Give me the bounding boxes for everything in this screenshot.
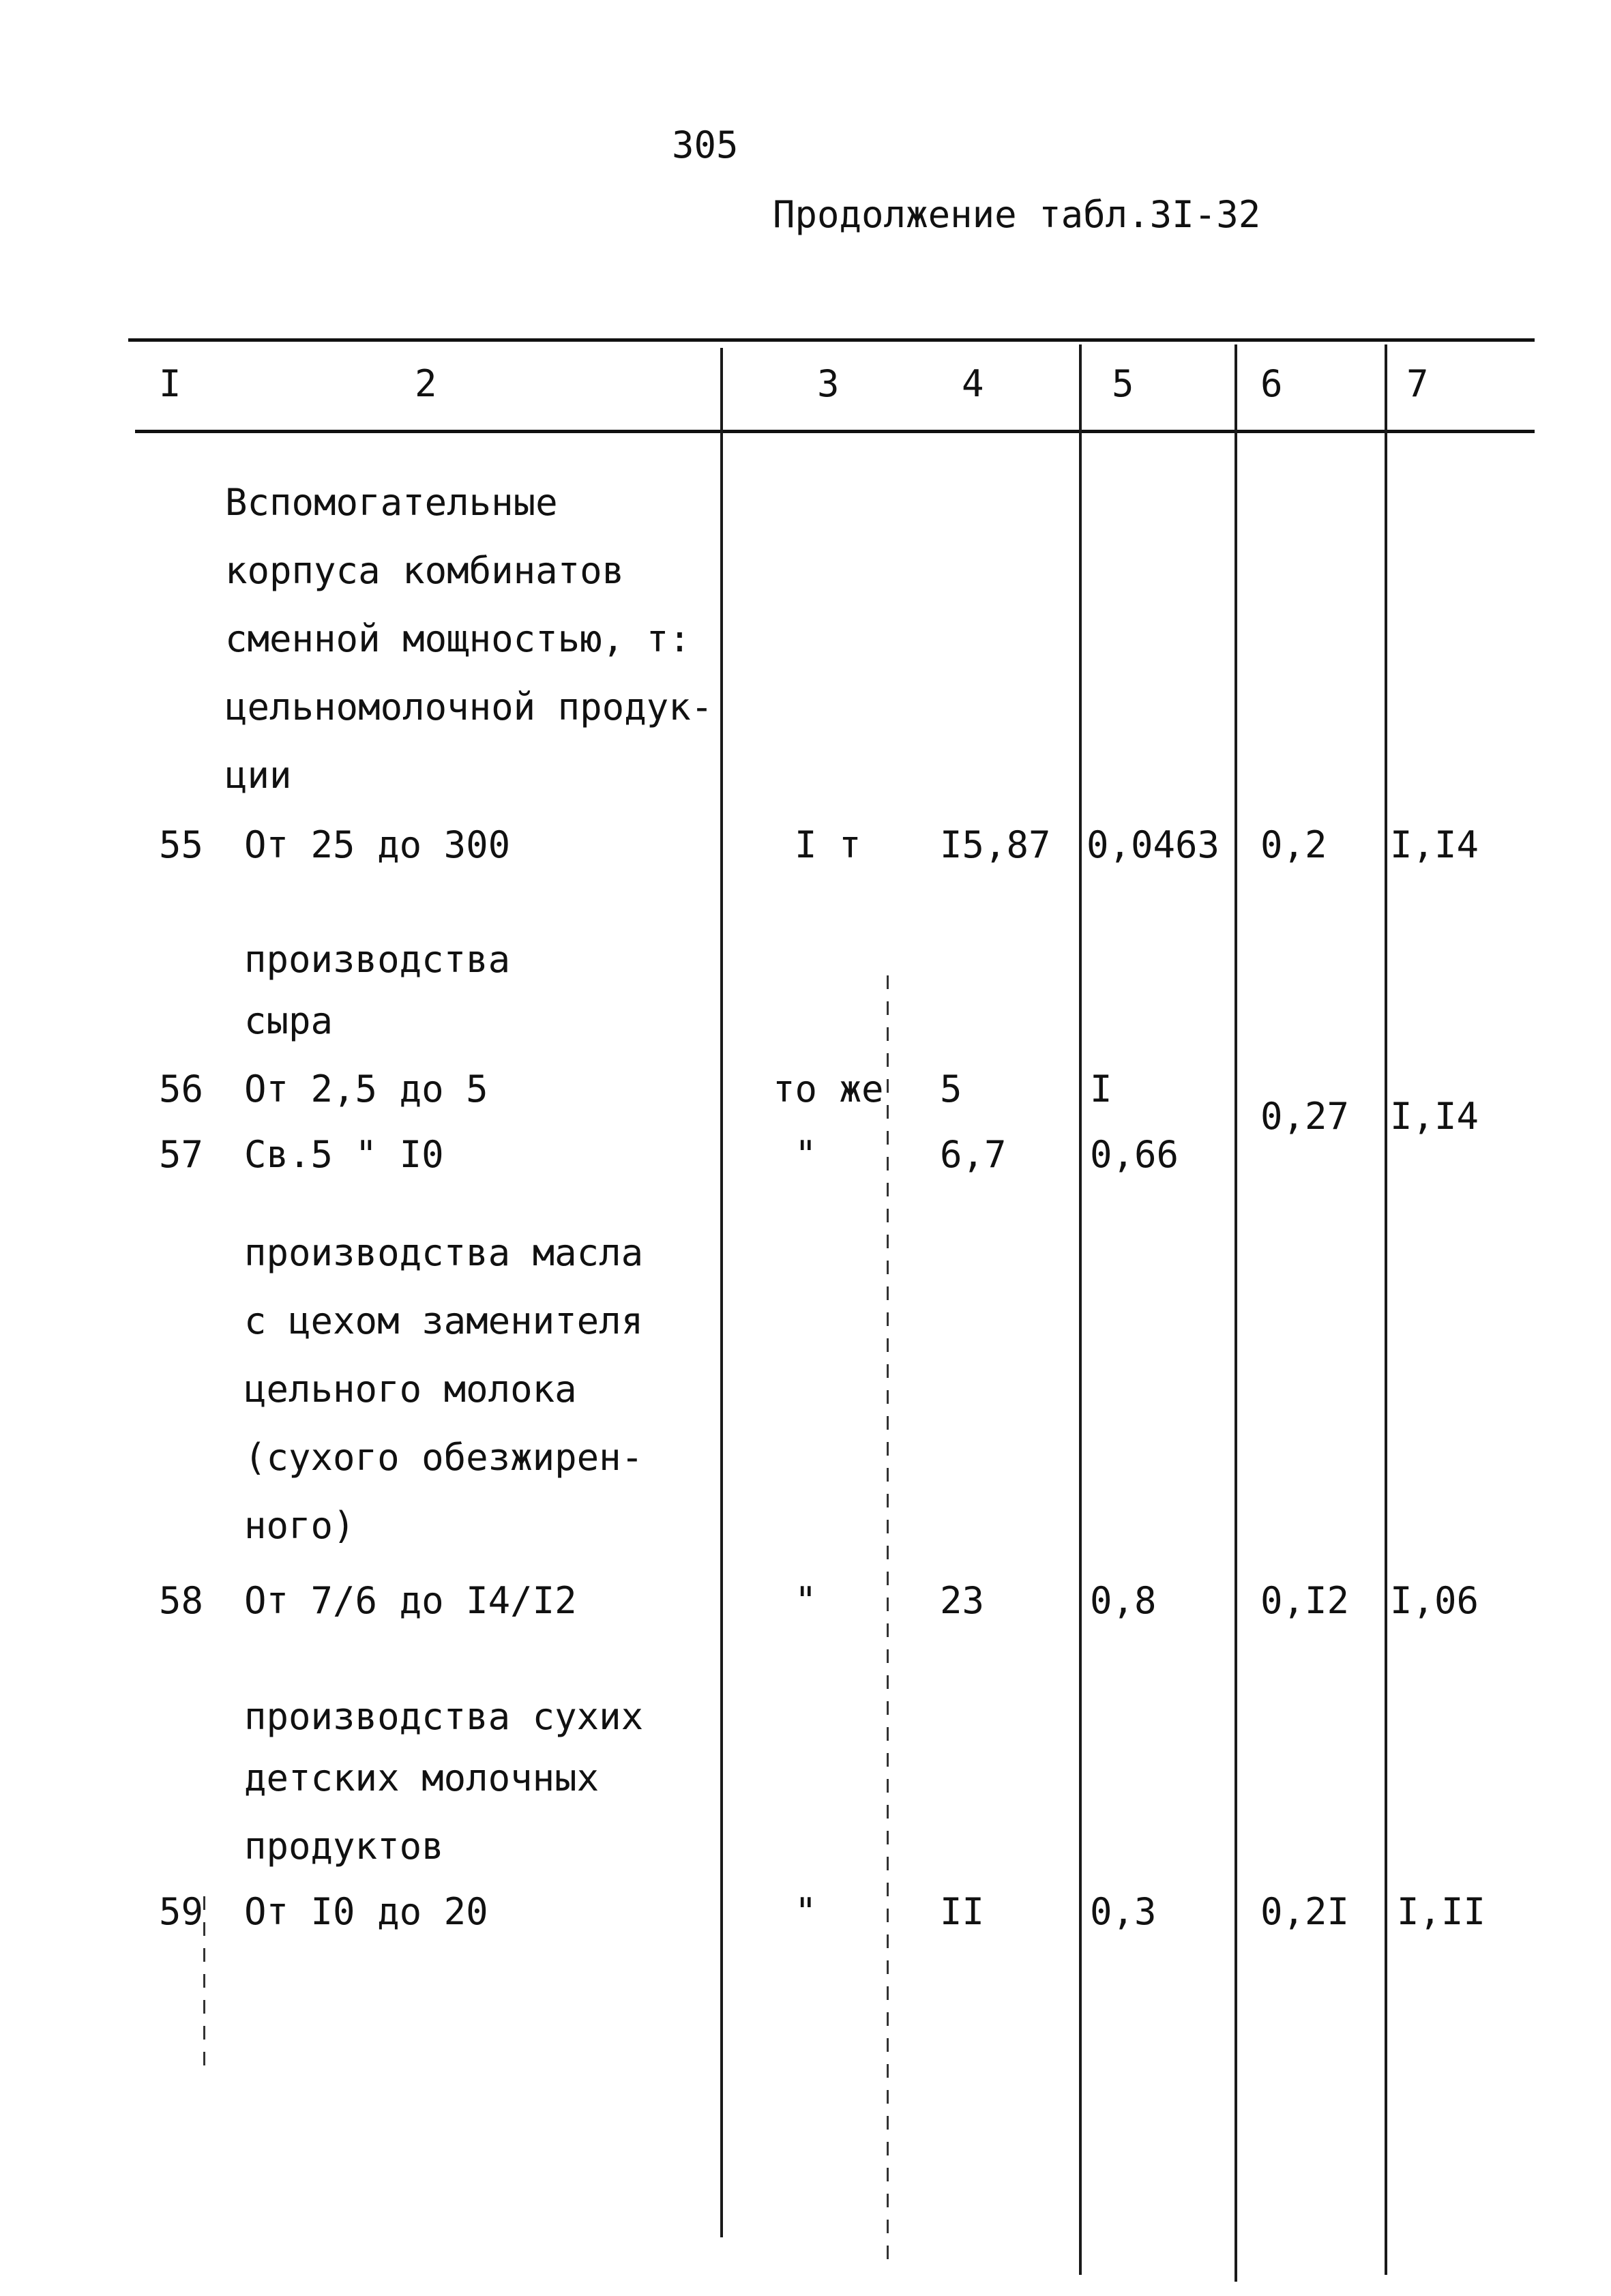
row-col4: II xyxy=(940,1890,985,1933)
col-header-4: 4 xyxy=(962,362,984,405)
section-title-line: цельного молока xyxy=(244,1368,577,1411)
page-number: 305 xyxy=(672,123,739,166)
row-name: От 25 до 300 xyxy=(244,823,511,866)
section-title-line: производства сухих xyxy=(244,1695,644,1738)
row-col4: 23 xyxy=(940,1579,985,1622)
table-header-rule xyxy=(135,430,1535,433)
row-unit: I т xyxy=(795,823,861,866)
section-title-line: ции xyxy=(225,754,292,797)
row-col6: 0,2 xyxy=(1260,823,1327,866)
column-divider-4-5 xyxy=(1079,344,1082,2275)
section-title-line: производства xyxy=(244,938,511,981)
col-header-3: 3 xyxy=(817,362,840,405)
row-number: 55 xyxy=(159,823,204,866)
section-title-line: (сухого обезжирен- xyxy=(244,1436,644,1479)
row-col4: I5,87 xyxy=(940,823,1051,866)
row-unit: " xyxy=(795,1890,817,1933)
section-title-line: цельномолочной продук- xyxy=(225,686,713,728)
group-title-line: Вспомогательные xyxy=(225,481,558,524)
row-col5: 0,0463 xyxy=(1087,823,1220,866)
row-name: Св.5 " I0 xyxy=(244,1133,444,1176)
row-col5: 0,8 xyxy=(1090,1579,1157,1622)
column-divider-5-6 xyxy=(1235,344,1237,2282)
section-title-line: с цехом заменителя xyxy=(244,1299,644,1342)
section-title-line: сыра xyxy=(244,999,334,1042)
row-name: От 7/6 до I4/I2 xyxy=(244,1579,577,1622)
row-col7-shared: I,I4 xyxy=(1390,1095,1479,1138)
row-col6: 0,2I xyxy=(1260,1890,1350,1933)
row-unit: " xyxy=(795,1579,817,1622)
row-col6-shared: 0,27 xyxy=(1260,1095,1350,1138)
section-title-line: ного) xyxy=(244,1504,355,1547)
column-divider-2-3 xyxy=(720,348,723,2237)
row-col7: I,06 xyxy=(1390,1579,1479,1622)
row-col7: I,I4 xyxy=(1390,823,1479,866)
row-unit: то же xyxy=(773,1068,884,1110)
row-number: 57 xyxy=(159,1133,204,1176)
col-header-2: 2 xyxy=(415,362,437,405)
row-number: 56 xyxy=(159,1068,204,1110)
column-divider-6-7 xyxy=(1385,344,1387,2275)
group-title-line: корпуса комбинатов xyxy=(225,549,625,592)
section-title-line: производства масла xyxy=(244,1231,644,1274)
continuation-title: Продолжение табл.3I-32 xyxy=(773,193,1261,236)
row-number: 59 xyxy=(159,1890,204,1933)
table-top-rule xyxy=(128,338,1535,342)
col-header-5: 5 xyxy=(1112,362,1134,405)
row-col4: 5 xyxy=(940,1068,962,1110)
col-header-7: 7 xyxy=(1406,362,1429,405)
col-header-6: 6 xyxy=(1260,362,1283,405)
column-divider-1-2 xyxy=(203,1896,205,2074)
row-col6: 0,I2 xyxy=(1260,1579,1350,1622)
row-col4: 6,7 xyxy=(940,1133,1007,1176)
row-name: От 2,5 до 5 xyxy=(244,1068,488,1110)
section-title-line: детских молочных xyxy=(244,1756,600,1799)
row-col7: I,II xyxy=(1397,1890,1486,1933)
row-number: 58 xyxy=(159,1579,204,1622)
row-col5: I xyxy=(1090,1068,1112,1110)
row-unit: " xyxy=(795,1133,817,1176)
group-title-line: сменной мощностью, т: xyxy=(225,617,691,660)
row-name: От I0 до 20 xyxy=(244,1890,488,1933)
section-title-line: продуктов xyxy=(244,1825,444,1868)
col-header-1: I xyxy=(159,362,181,405)
row-col5: 0,3 xyxy=(1090,1890,1157,1933)
column-divider-3-4 xyxy=(887,975,889,2265)
row-col5: 0,66 xyxy=(1090,1133,1179,1176)
